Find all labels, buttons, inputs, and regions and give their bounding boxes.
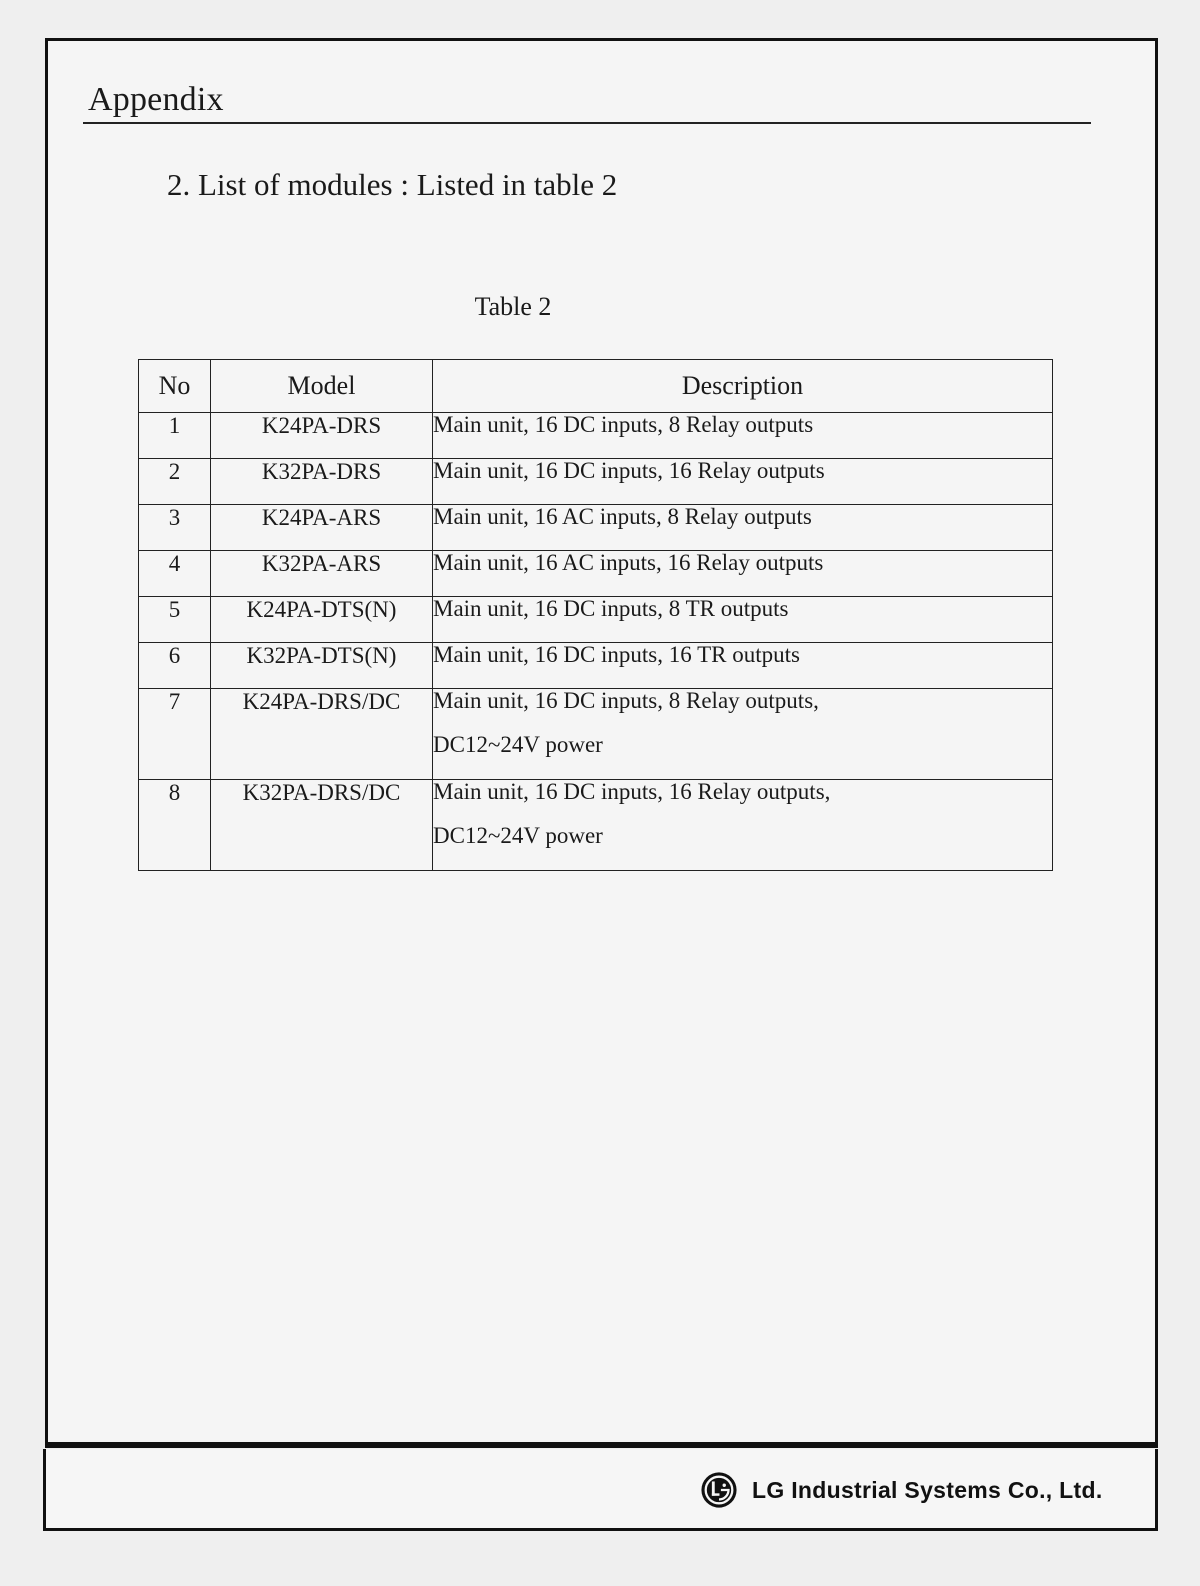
description-line: Main unit, 16 DC inputs, 8 Relay outputs,: [433, 688, 819, 713]
cell-model: K32PA-ARS: [211, 551, 433, 597]
cell-no: 5: [139, 597, 211, 643]
table-row: [139, 689, 1053, 780]
description-line: Main unit, 16 DC inputs, 8 Relay outputs: [433, 412, 814, 437]
cell-description: [433, 643, 1053, 689]
table-row: [139, 459, 1053, 505]
description-line: Main unit, 16 DC inputs, 8 TR outputs: [433, 596, 789, 621]
title-divider: [83, 122, 1091, 124]
cell-model: K24PA-DRS: [211, 413, 433, 459]
page-title: Appendix: [88, 81, 224, 118]
description-line: DC12~24V power: [433, 823, 603, 848]
cell-model: K24PA-DTS(N): [211, 597, 433, 643]
cell-description: [433, 413, 1053, 459]
description-line: Main unit, 16 AC inputs, 16 Relay outputs: [433, 550, 824, 575]
table-row: [139, 643, 1053, 689]
cell-no: 3: [139, 505, 211, 551]
table-header-row: [139, 360, 1053, 413]
cell-description: [433, 459, 1053, 505]
table-row: [139, 505, 1053, 551]
company-name: LG Industrial Systems Co., Ltd.: [752, 1476, 1103, 1503]
description-line: Main unit, 16 DC inputs, 16 Relay outputs,: [433, 779, 831, 804]
description-line: Main unit, 16 DC inputs, 16 TR outputs: [433, 642, 800, 667]
cell-no: 8: [139, 780, 211, 871]
table-row: [139, 597, 1053, 643]
cell-no: 1: [139, 413, 211, 459]
cell-model: K32PA-DTS(N): [211, 643, 433, 689]
header-description: Description: [433, 360, 1053, 413]
description-line: Main unit, 16 AC inputs, 8 Relay outputs: [433, 504, 812, 529]
cell-model: K32PA-DRS: [211, 459, 433, 505]
table-row: [139, 413, 1053, 459]
cell-model: K24PA-DRS/DC: [211, 689, 433, 780]
company-footer: [700, 1470, 1103, 1510]
cell-model: K24PA-ARS: [211, 505, 433, 551]
table-row: [139, 551, 1053, 597]
cell-no: 7: [139, 689, 211, 780]
cell-description: [433, 551, 1053, 597]
cell-no: 6: [139, 643, 211, 689]
header-model: Model: [211, 360, 433, 413]
cell-no: 2: [139, 459, 211, 505]
lg-logo-icon: [700, 1471, 738, 1509]
table-row: [139, 780, 1053, 871]
cell-description: [433, 780, 1053, 871]
modules-table: [138, 359, 1053, 871]
cell-description: [433, 689, 1053, 780]
header-no: No: [139, 360, 211, 413]
section-heading: 2. List of modules : Listed in table 2: [167, 167, 618, 202]
description-line: DC12~24V power: [433, 732, 603, 757]
cell-no: 4: [139, 551, 211, 597]
cell-description: [433, 505, 1053, 551]
cell-model: K32PA-DRS/DC: [211, 780, 433, 871]
description-line: Main unit, 16 DC inputs, 16 Relay outputs: [433, 458, 825, 483]
table-caption: Table 2: [474, 292, 552, 321]
cell-description: [433, 597, 1053, 643]
